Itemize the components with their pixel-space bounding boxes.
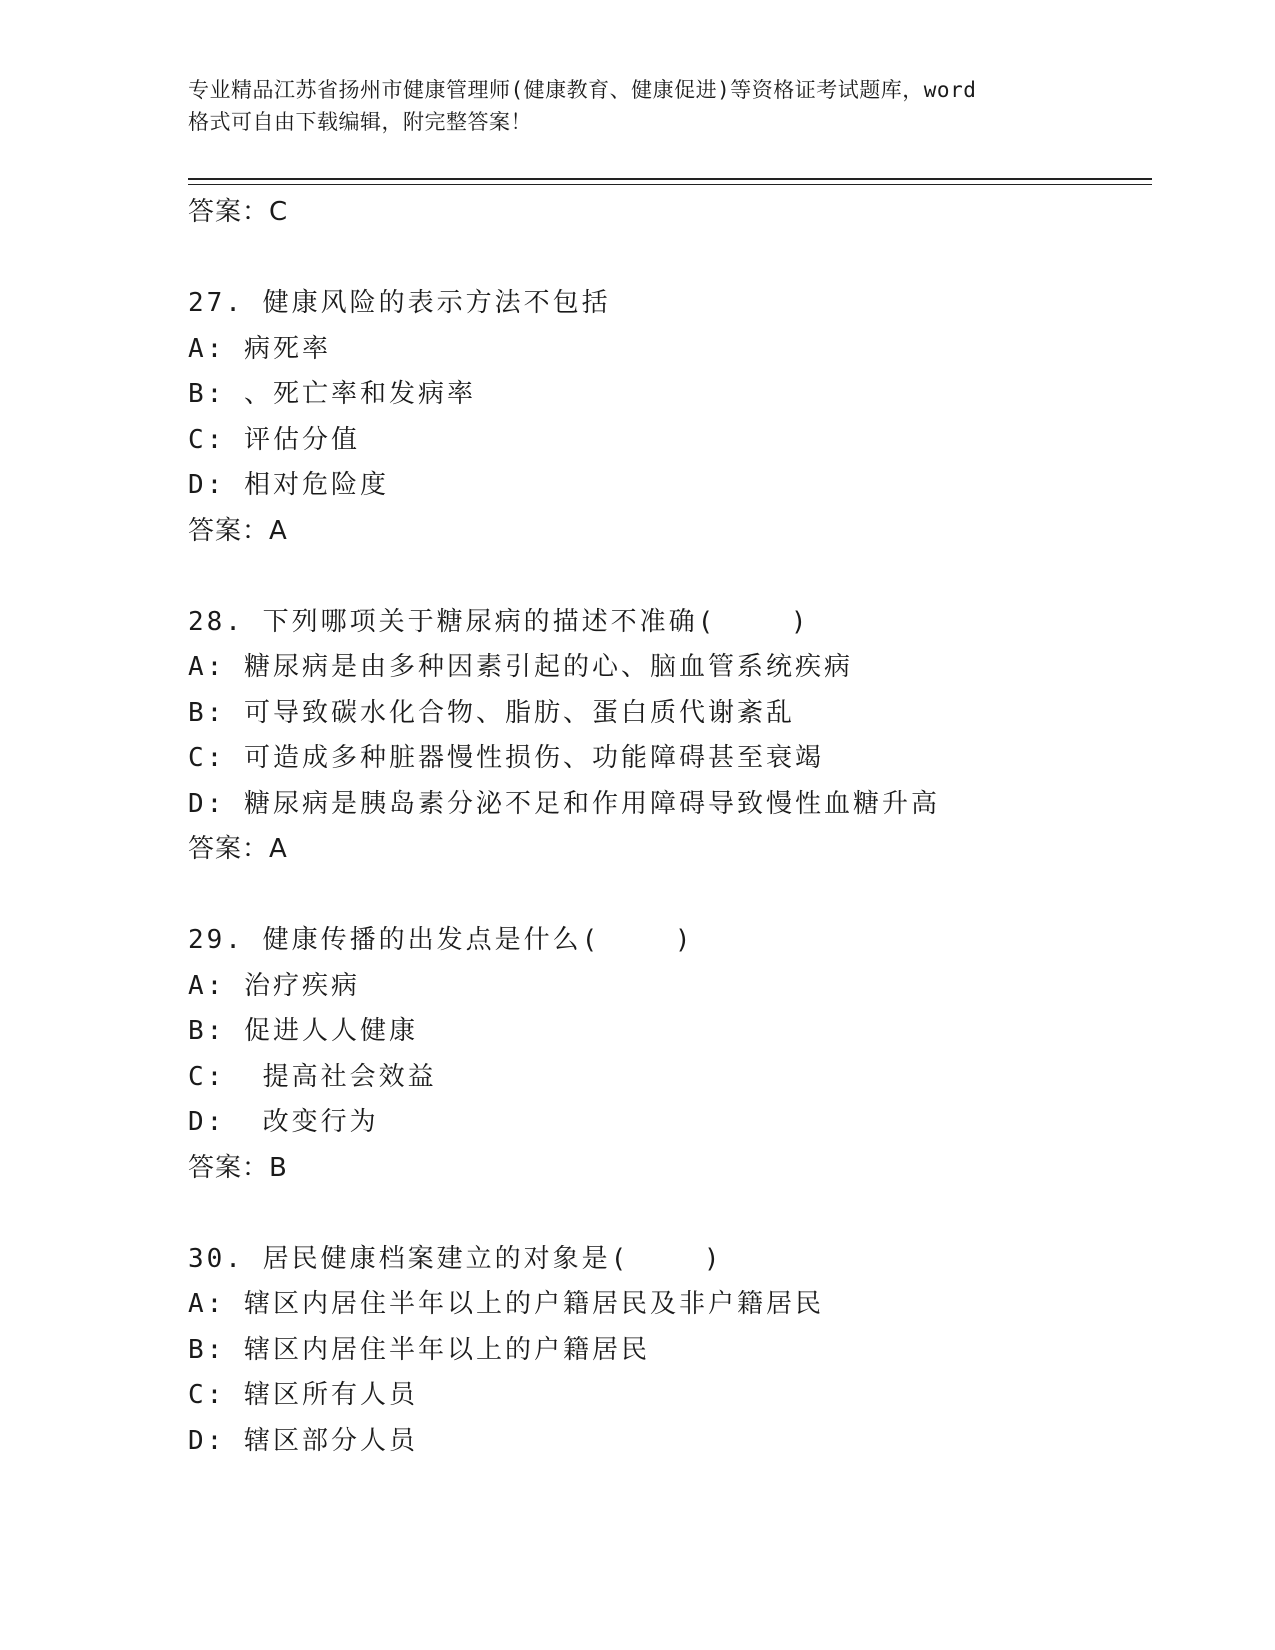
spacer xyxy=(188,554,1148,600)
answer-26: 答案：C xyxy=(188,197,289,227)
question-29-option-a: A: 治疗疾病 xyxy=(188,970,360,1001)
question-28-stem: 28. 下列哪项关于糖尿病的描述不准确( ) xyxy=(188,606,810,637)
question-27-stem: 27. 健康风险的表示方法不包括 xyxy=(188,288,611,318)
spacer xyxy=(188,873,1148,919)
spacer xyxy=(188,236,1148,282)
question-30-option-d: D: 辖区部分人员 xyxy=(188,1425,418,1456)
question-30-stem: 30. 居民健康档案建立的对象是( ) xyxy=(188,1243,723,1274)
question-27-option-b: B: 、死亡率和发病率 xyxy=(188,379,476,409)
question-29-answer: 答案：B xyxy=(188,1152,288,1183)
question-27-answer: 答案：A xyxy=(188,515,288,546)
question-29 xyxy=(188,918,1148,1191)
document-header xyxy=(188,74,1088,138)
question-29-option-d: D: 改变行为 xyxy=(188,1107,379,1137)
spacer xyxy=(188,1191,1148,1237)
question-28-option-a: A: 糖尿病是由多种因素引起的心、脑血管系统疾病 xyxy=(188,652,853,682)
question-29-option-b: B: 促进人人健康 xyxy=(188,1016,418,1046)
question-28-option-d: D: 糖尿病是胰岛素分泌不足和作用障碍导致慢性血糖升高 xyxy=(188,788,940,819)
header-divider-thick xyxy=(188,178,1152,180)
question-30 xyxy=(188,1237,1148,1465)
question-28-option-c: C: 可造成多种脏器慢性损伤、功能障碍甚至衰竭 xyxy=(188,743,824,773)
question-28 xyxy=(188,600,1148,873)
question-29-stem: 29. 健康传播的出发点是什么( ) xyxy=(188,925,694,955)
header-line-2: 格式可自由下载编辑，附完整答案！ xyxy=(188,110,532,134)
question-27-option-a: A: 病死率 xyxy=(188,333,331,364)
question-28-option-b: B: 可导致碳水化合物、脂肪、蛋白质代谢紊乱 xyxy=(188,697,795,728)
question-30-option-a: A: 辖区内居住半年以上的户籍居民及非户籍居民 xyxy=(188,1289,824,1319)
question-28-answer: 答案：A xyxy=(188,834,288,864)
question-27-option-c: C: 评估分值 xyxy=(188,424,360,455)
question-27-option-d: D: 相对危险度 xyxy=(188,470,389,500)
question-30-option-c: C: 辖区所有人员 xyxy=(188,1380,418,1410)
question-30-option-b: B: 辖区内居住半年以上的户籍居民 xyxy=(188,1334,650,1365)
question-27 xyxy=(188,281,1148,554)
header-line-1: 专业精品江苏省扬州市健康管理师(健康教育、健康促进)等资格证考试题库，word xyxy=(188,78,977,102)
question-list xyxy=(188,190,1148,1464)
question-29-option-c: C: 提高社会效益 xyxy=(188,1061,437,1092)
header-divider-thin xyxy=(188,184,1152,185)
